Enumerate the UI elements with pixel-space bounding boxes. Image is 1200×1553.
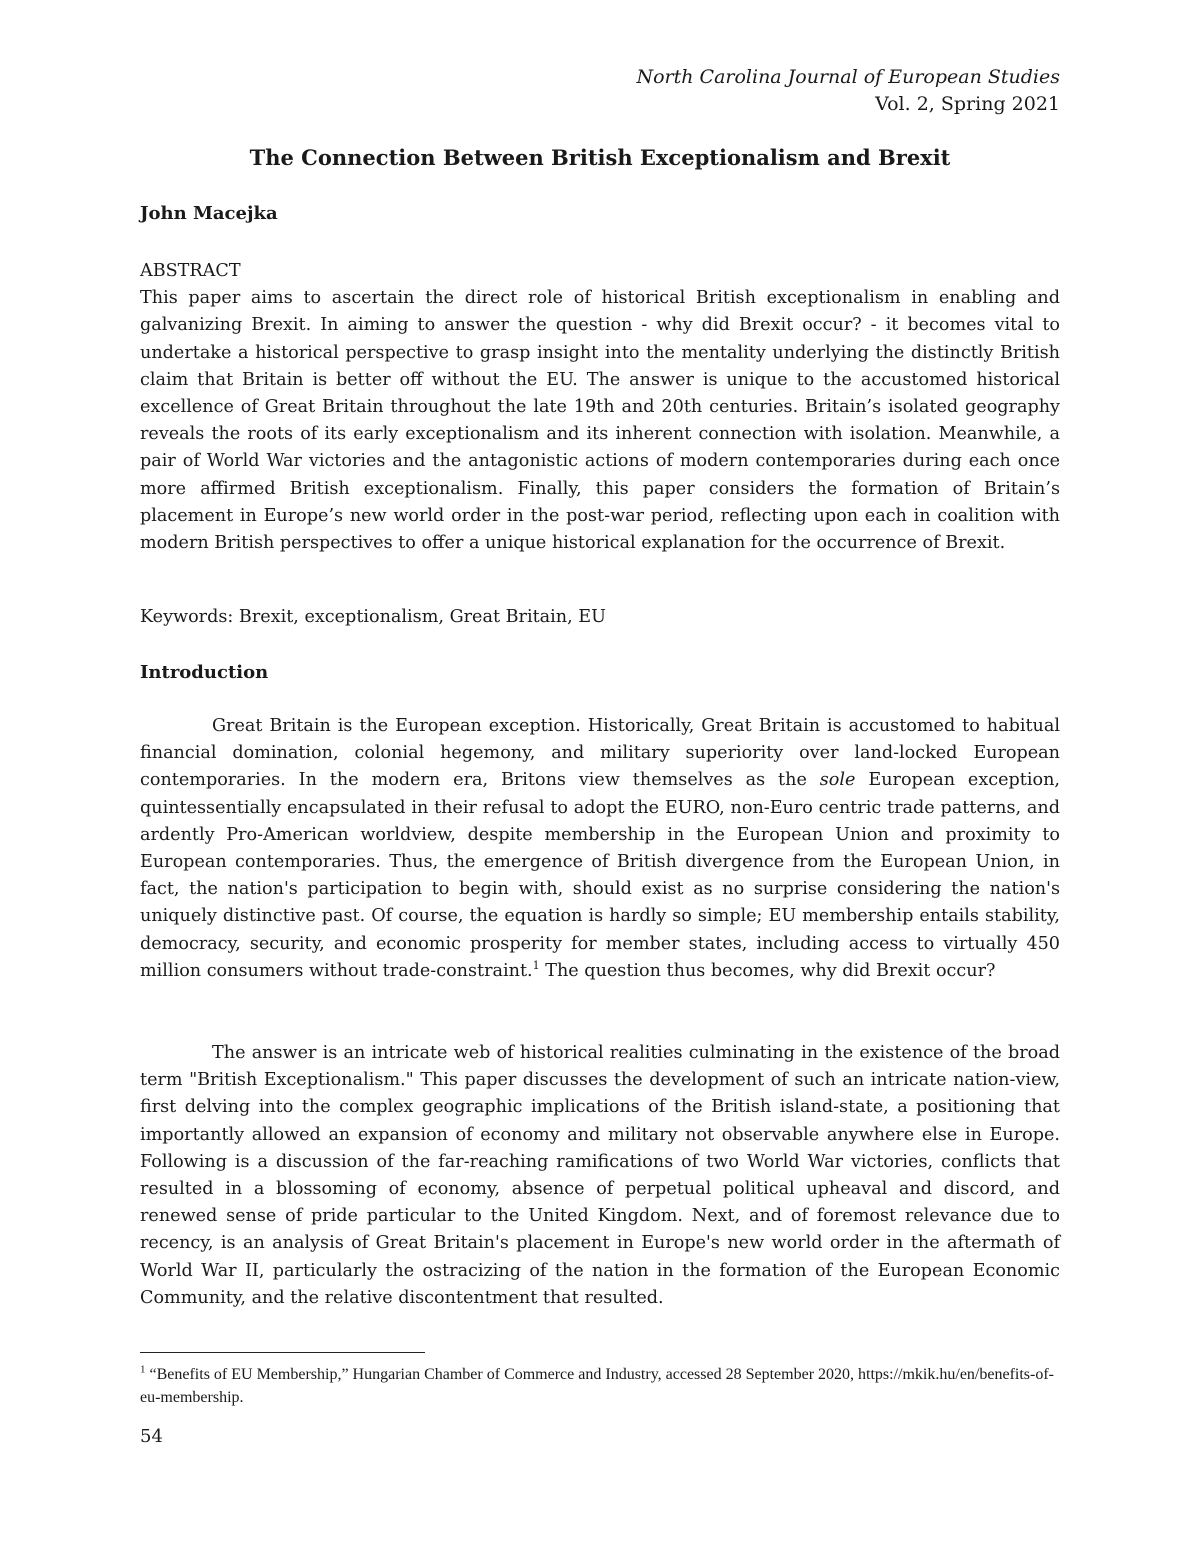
keywords: Keywords: Brexit, exceptionalism, Great Britain, EU (140, 607, 606, 627)
footnote (140, 1363, 1060, 1409)
emphasis-text: sole (819, 770, 856, 791)
paragraph-text: The question thus becomes, why did Brexit occur? (539, 960, 996, 981)
introduction-paragraph-1 (140, 713, 1060, 985)
paragraph-text: European exception, quintessentially encapsulated in their refusal to adopt the EURO, non-Euro centric trade patterns, and ardently Pro-American worldview, despite membership in the European Union and proximity to European contemporaries. Thus, the emergence of British divergence from the European Union, in fact, the nation's participation to begin with, should exist as no surprise considering the nation's uniquely distinctive past. Of course, the equation is hardly so simple; EU membership entails stability, democracy, security, and economic prosperity for member states, including access to virtually 450 million consumers without trade-constraint. (140, 770, 1061, 981)
journal-volume: Vol. 2, Spring 2021 (875, 93, 1060, 115)
journal-name: North Carolina Journal of European Studies (636, 66, 1060, 88)
footnote-divider (140, 1352, 425, 1353)
article-title: The Connection Between British Exceptionalism and Brexit (249, 145, 951, 170)
author-name: John Macejka (140, 203, 278, 224)
introduction-paragraph-2: The answer is an intricate web of historical realities culminating in the existence of the broad term "British Exceptionalism." This paper discusses the development of such an intricate nation-view, first delving into the complex geographic implications of the British island-state, a positioning that importantly allowed an expansion of economy and military not observable anywhere else in Europe. Following is a discussion of the far-reaching ramifications of two World War victories, conflicts that resulted in a blossoming of economy, absence of perpetual political upheaval and discord, and renewed sense of pride particular to the United Kingdom. Next, and of foremost relevance due to recency, is an analysis of Great Britain's placement in Europe's new world order in the aftermath of World War II, particularly the ostracizing of the nation in the formation of the European Economic Community, and the relative discontentment that resulted. (140, 1043, 1060, 1308)
footnote-text: “Benefits of EU Membership,” Hungarian Chamber of Commerce and Industry, accessed 28 September 2020, https://mkik.hu/en/benefits-of-eu-membership. (140, 1366, 1054, 1406)
abstract (140, 258, 1060, 557)
abstract-label: ABSTRACT (140, 261, 241, 281)
journal-header (636, 64, 1060, 118)
footnote-number: 1 (140, 1363, 146, 1376)
paragraph-text: Great Britain is the European exception. Historically, Great Britain is accustomed to habitual financial domination, colonial hegemony, and military superiority over land-locked European contemporaries. In the modern era, Britons view themselves as the (140, 716, 1060, 791)
footnote-reference[interactable]: 1 (532, 958, 540, 972)
section-heading-introduction: Introduction (140, 662, 269, 683)
page-number: 54 (140, 1426, 163, 1447)
abstract-text: This paper aims to ascertain the direct role of historical British exceptionalism in enabling and galvanizing Brexit. In aiming to answer the question - why did Brexit occur? - it becomes vital to undertake a historical perspective to grasp insight into the mentality underlying the distinctly British claim that Britain is better off without the EU. The answer is unique to the accustomed historical excellence of Great Britain throughout the late 19th and 20th centuries. Britain’s isolated geography reveals the roots of its early exceptionalism and its inherent connection with isolation. Meanwhile, a pair of World War victories and the antagonistic actions of modern contemporaries during each once more affirmed British exceptionalism. Finally, this paper considers the formation of Britain’s placement in Europe’s new world order in the post-war period, reflecting upon each in coalition with modern British perspectives to offer a unique historical explanation for the occurrence of Brexit. (140, 288, 1060, 554)
